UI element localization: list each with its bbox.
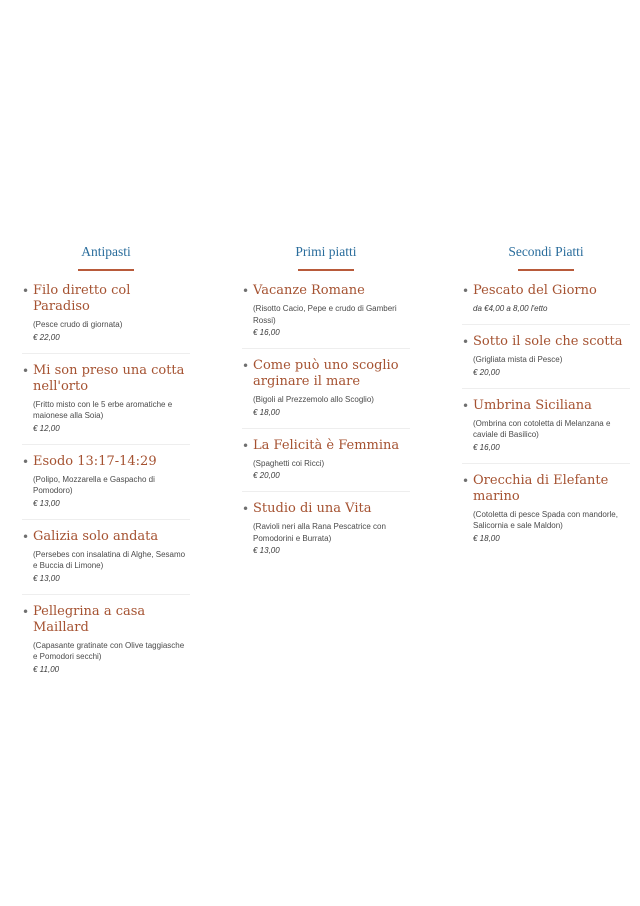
dish-name: Orecchia di Elefante marino (473, 472, 609, 504)
dish-price: € 16,00 (473, 442, 500, 452)
dish-name: Vacanze Romane (253, 283, 365, 298)
menu-item (22, 529, 190, 595)
dish-name: Come può uno scoglio arginare il mare (253, 358, 399, 389)
bullet-icon: • (242, 438, 250, 453)
menu-item (462, 283, 630, 325)
dish-name: Umbrina Siciliana (473, 397, 592, 413)
dish-price: € 13,00 (33, 498, 60, 508)
dish-price: € 13,00 (253, 546, 280, 555)
menu-item (22, 363, 190, 445)
dish-price: € 20,00 (473, 367, 500, 377)
menu-item (462, 473, 630, 554)
dish-price: € 11,00 (33, 664, 60, 674)
dish-price: € 16,00 (253, 328, 280, 337)
column-antipasti (22, 243, 190, 694)
bullet-icon: • (462, 335, 470, 349)
dish-description: (Ravioli neri alla Rana Pescatrice con Pomodorini e Burrata) (253, 522, 386, 543)
dish-name: Sotto il sole che scotta (473, 334, 623, 349)
menu-item (462, 334, 630, 389)
bullet-icon: • (242, 284, 250, 298)
dish-description: (Cotoletta di pesce Spada con mandorle, Salicornia e sale Maldon) (473, 509, 618, 530)
column-secondi-piatti (462, 243, 630, 563)
bullet-icon: • (22, 529, 30, 544)
dish-description: (Risotto Cacio, Pepe e crudo di Gamberi Rossi) (253, 304, 397, 325)
dish-name: Mi son preso una cotta nell'orto (33, 362, 185, 394)
column-title: Antipasti (81, 244, 131, 259)
menu-item (22, 283, 190, 354)
dish-price: € 13,00 (33, 573, 60, 583)
dish-price: € 20,00 (253, 471, 280, 480)
menu-item (22, 604, 190, 685)
dish-description: (Persebes con insalatina di Alghe, Sesamo e Buccia di Limone) (33, 549, 186, 570)
bullet-icon: • (22, 454, 30, 469)
dish-name: Galizia solo andata (33, 528, 159, 544)
column-title: Secondi Piatti (508, 244, 584, 259)
dish-description: (Spaghetti coi Ricci) (253, 458, 325, 468)
bullet-icon: • (242, 359, 250, 373)
title-underline (78, 269, 134, 271)
bullet-icon: • (22, 604, 30, 619)
bullet-icon: • (462, 284, 470, 298)
dish-name: Esodo 13:17-14:29 (33, 453, 157, 469)
dish-price: € 22,00 (33, 332, 60, 342)
dish-name: Pellegrina a casa Maillard (33, 603, 146, 635)
dish-name: Filo diretto col Paradiso (33, 283, 131, 314)
dish-name: Studio di una Vita (253, 501, 372, 516)
dish-description: (Bigoli al Prezzemolo allo Scoglio) (253, 395, 374, 404)
bullet-icon: • (462, 473, 470, 488)
dish-description: (Ombrina con cotoletta di Melanzana e caviale di Basilico) (473, 418, 611, 439)
menu-item (462, 398, 630, 464)
dish-price: da €4,00 a 8,00 l'etto (473, 304, 548, 313)
menu-item (22, 454, 190, 520)
dish-description: (Capasante gratinate con Olive taggiasche e Pomodori secchi) (33, 640, 185, 661)
title-underline (518, 269, 574, 271)
dish-description: (Polipo, Mozzarella e Gaspacho di Pomodoro) (33, 474, 155, 495)
dish-price: € 18,00 (253, 407, 280, 417)
dish-price: € 18,00 (473, 533, 500, 543)
bullet-icon: • (22, 363, 30, 378)
dish-description: (Pesce crudo di giornata) (33, 320, 123, 329)
menu-item (242, 283, 410, 349)
menu-item (242, 501, 410, 566)
dish-description: (Grigliata mista di Pesce) (473, 355, 563, 364)
column-primi-piatti (242, 243, 410, 575)
menu-item (242, 438, 410, 493)
dish-name: La Felicità è Femmina (253, 437, 400, 453)
dish-name: Pescato del Giorno (473, 283, 597, 298)
bullet-icon: • (22, 284, 30, 298)
title-underline (298, 269, 354, 271)
bullet-icon: • (242, 502, 250, 516)
menu-item (242, 358, 410, 429)
column-title: Primi piatti (295, 244, 357, 259)
dish-description: (Fritto misto con le 5 erbe aromatiche e maionese alla Soia) (33, 399, 173, 420)
dish-price: € 12,00 (33, 423, 60, 433)
bullet-icon: • (462, 398, 470, 413)
